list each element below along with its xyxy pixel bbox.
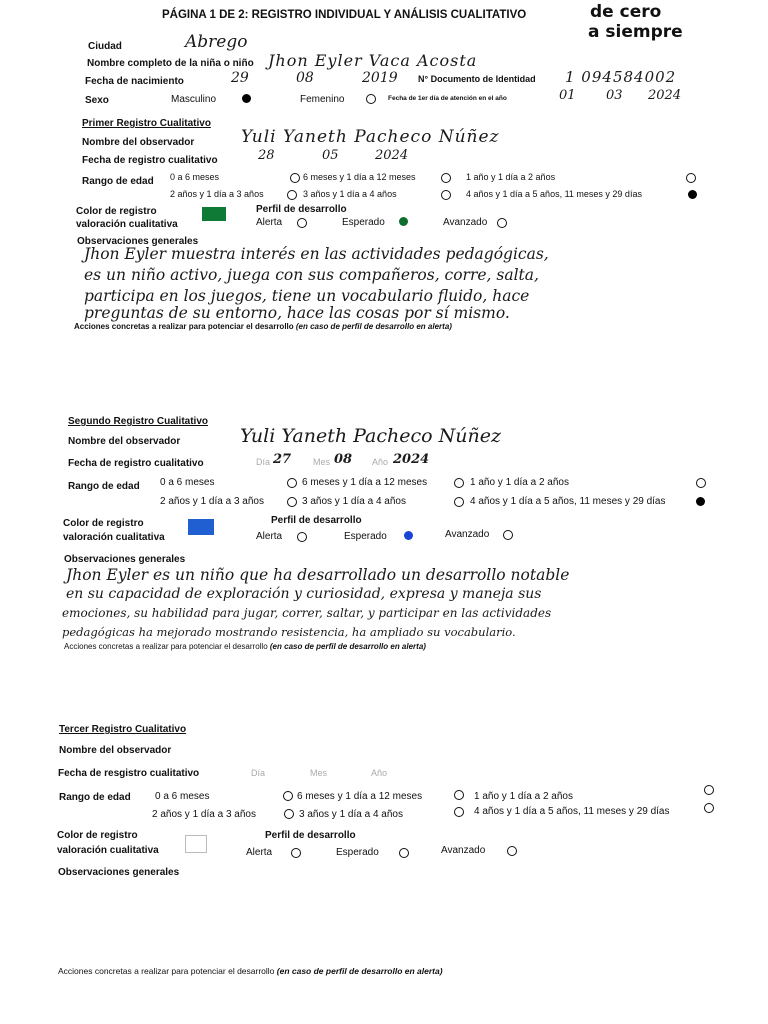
color-swatch (185, 835, 207, 853)
female-radio[interactable] (366, 94, 376, 104)
male-label: Masculino (171, 94, 217, 105)
observations-label: Observaciones generales (77, 236, 199, 247)
age-option-label: 3 años y 1 día a 4 años (299, 809, 403, 820)
actions-label (64, 642, 426, 651)
age-radio-checked[interactable] (696, 497, 705, 506)
observer-value: Yuli Yaneth Pacheco Núñez (240, 425, 501, 447)
record-year: 2024 (375, 148, 409, 163)
observer-label: Nombre del observador (82, 137, 195, 148)
age-option-label: 2 años y 1 día a 3 años (170, 189, 264, 199)
birth-month: 08 (296, 70, 314, 86)
avanzado-label: Avanzado (443, 217, 488, 228)
color-label: Color de registro (57, 830, 138, 841)
first-day-month: 03 (606, 88, 623, 103)
avanzado-label: Avanzado (441, 845, 486, 856)
logo-text-bottom: a siempre (588, 22, 683, 42)
color-label: valoración cualitativa (76, 219, 178, 230)
sex-label: Sexo (85, 95, 109, 106)
observation-line: preguntas de su entorno, hace las cosas por sí mismo. (84, 304, 510, 322)
observation-line: Jhon Eyler muestra interés en las actividades pedagógicas, (84, 245, 549, 263)
birth-date-label: Fecha de nacimiento (85, 76, 184, 87)
logo (588, 2, 692, 46)
age-option-label: 3 años y 1 día a 4 años (303, 189, 397, 199)
page-title: PÁGINA 1 DE 2: REGISTRO INDIVIDUAL Y ANÁLISIS CUALITATIVO (162, 9, 527, 21)
birth-day: 29 (231, 70, 249, 86)
record-date-label: Fecha de registro cualitativo (68, 458, 204, 469)
esperado-label: Esperado (344, 531, 387, 542)
observation-line: en su capacidad de exploración y curiosidad, expresa y maneja sus (66, 586, 542, 602)
age-option-label: 2 años y 1 día a 3 años (160, 496, 264, 507)
age-radio[interactable] (441, 190, 451, 200)
actions-label (58, 966, 443, 976)
avanzado-radio[interactable] (503, 530, 513, 540)
color-label: Color de registro (76, 206, 157, 217)
color-label: Color de registro (63, 518, 144, 529)
record-day: 28 (258, 148, 275, 163)
record-heading: Tercer Registro Cualitativo (59, 724, 187, 735)
alerta-radio[interactable] (297, 218, 307, 228)
color-label: valoración cualitativa (63, 532, 165, 543)
alerta-radio[interactable] (291, 848, 301, 858)
first-day-day: 01 (559, 88, 576, 103)
logo-text-top: de cero (590, 2, 662, 22)
record-date-label: Fecha de resgistro cualitativo (58, 768, 200, 779)
record-month: 05 (322, 148, 339, 163)
observation-line: participa en los juegos, tiene un vocabulario fluido, hace (84, 287, 530, 305)
age-radio[interactable] (704, 785, 714, 795)
age-radio[interactable] (454, 807, 464, 817)
age-radio[interactable] (290, 173, 300, 183)
record-year: 2024 (393, 452, 430, 467)
color-swatch (202, 207, 226, 221)
observation-line: emociones, su habilidad para jugar, correr, saltar, y participar en las actividades (62, 606, 552, 620)
city-value: Abrego (185, 32, 248, 52)
profile-label: Perfil de desarrollo (271, 515, 362, 526)
avanzado-radio[interactable] (497, 218, 507, 228)
child-name-value: Jhon Eyler Vaca Acosta (268, 51, 478, 70)
observations-label: Observaciones generales (58, 867, 180, 878)
month-label: Mes (313, 457, 331, 467)
age-option-label: 0 a 6 meses (160, 477, 215, 488)
age-option-label: 6 meses y 1 día a 12 meses (297, 791, 423, 802)
observations-label: Observaciones generales (64, 554, 186, 565)
age-option-label: 0 a 6 meses (170, 172, 220, 182)
observer-value: Yuli Yaneth Pacheco Núñez (241, 127, 500, 147)
age-option-label: 0 a 6 meses (155, 791, 210, 802)
year-label: Año (371, 768, 388, 778)
month-label: Mes (310, 768, 328, 778)
age-option-label: 1 año y 1 día a 2 años (474, 791, 573, 802)
age-radio[interactable] (287, 497, 297, 507)
child-name-label: Nombre completo de la niña o niño (87, 58, 254, 69)
avanzado-label: Avanzado (445, 529, 490, 540)
age-option-label: 1 año y 1 día a 2 años (466, 172, 556, 182)
age-radio[interactable] (441, 173, 451, 183)
actions-label-note: (en caso de perfil de desarrollo en alerta) (295, 322, 452, 331)
color-label: valoración cualitativa (57, 845, 159, 856)
observer-label: Nombre del observador (68, 436, 181, 447)
record-month: 08 (334, 452, 353, 467)
male-radio-checked[interactable] (242, 94, 251, 103)
record-day: 27 (273, 452, 292, 467)
color-swatch (188, 519, 214, 535)
age-option-label: 4 años y 1 día a 5 años, 11 meses y 29 días (470, 496, 666, 507)
esperado-radio-checked[interactable] (404, 531, 413, 540)
observer-label: Nombre del observador (59, 745, 172, 756)
age-radio[interactable] (287, 190, 297, 200)
esperado-label: Esperado (336, 847, 379, 858)
esperado-radio-checked[interactable] (399, 217, 408, 226)
actions-label-text: Acciones concretas a realizar para potenciar el desarrollo (58, 966, 277, 976)
profile-label: Perfil de desarrollo (265, 830, 356, 841)
observation-line: Jhon Eyler es un niño que ha desarrollado un desarrollo notable (66, 566, 570, 584)
alerta-label: Alerta (256, 217, 283, 228)
alerta-radio[interactable] (297, 532, 307, 542)
record-heading: Primer Registro Cualitativo (82, 118, 211, 129)
age-radio[interactable] (454, 497, 464, 507)
age-radio[interactable] (704, 803, 714, 813)
esperado-radio[interactable] (399, 848, 409, 858)
year-label: Año (372, 457, 389, 467)
age-option-label: 6 meses y 1 día a 12 meses (302, 477, 428, 488)
record-heading: Segundo Registro Cualitativo (68, 416, 209, 427)
age-option-label: 4 años y 1 día a 5 años, 11 meses y 29 días (474, 806, 670, 817)
age-radio[interactable] (686, 173, 696, 183)
day-label: Día (256, 457, 271, 467)
age-option-label: 6 meses y 1 día a 12 meses (303, 172, 416, 182)
observation-line: es un niño activo, juega con sus compañeros, corre, salta, (84, 266, 539, 284)
age-radio[interactable] (283, 791, 293, 801)
actions-label (74, 322, 452, 331)
actions-label-note: (en caso de perfil de desarrollo en alerta) (269, 642, 426, 651)
age-radio-checked[interactable] (688, 190, 697, 199)
actions-label-text: Acciones concretas a realizar para potenciar el desarrollo (64, 642, 270, 651)
age-range-label: Rango de edad (68, 481, 140, 492)
age-radio[interactable] (454, 478, 464, 488)
alerta-label: Alerta (246, 847, 273, 858)
day-label: Día (251, 768, 266, 778)
age-radio[interactable] (696, 478, 706, 488)
id-label: N° Documento de Identidad (418, 74, 536, 84)
observation-line: pedagógicas ha mejorado mostrando resistencia, ha ampliado su vocabulario. (62, 625, 516, 639)
record-date-label: Fecha de registro cualitativo (82, 155, 218, 166)
avanzado-radio[interactable] (507, 846, 517, 856)
profile-label: Perfil de desarrollo (256, 204, 347, 215)
actions-label-note: (en caso de perfil de desarrollo en alerta) (276, 966, 443, 976)
age-option-label: 2 años y 1 día a 3 años (152, 809, 256, 820)
age-radio[interactable] (454, 790, 464, 800)
age-radio[interactable] (284, 809, 294, 819)
age-range-label: Rango de edad (82, 176, 154, 187)
first-day-label: Fecha de 1er día de atención en el año (388, 95, 507, 102)
first-day-year: 2024 (648, 88, 682, 103)
id-value: 1 094584002 (565, 68, 677, 86)
age-radio[interactable] (287, 478, 297, 488)
female-label: Femenino (300, 94, 345, 105)
actions-label-text: Acciones concretas a realizar para potenciar el desarrollo (74, 322, 296, 331)
esperado-label: Esperado (342, 217, 385, 228)
age-option-label: 4 años y 1 día a 5 años, 11 meses y 29 días (466, 189, 642, 199)
birth-year: 2019 (362, 70, 398, 86)
age-option-label: 1 año y 1 día a 2 años (470, 477, 569, 488)
age-range-label: Rango de edad (59, 792, 131, 803)
age-option-label: 3 años y 1 día a 4 años (302, 496, 406, 507)
alerta-label: Alerta (256, 531, 283, 542)
city-label: Ciudad (88, 41, 122, 52)
